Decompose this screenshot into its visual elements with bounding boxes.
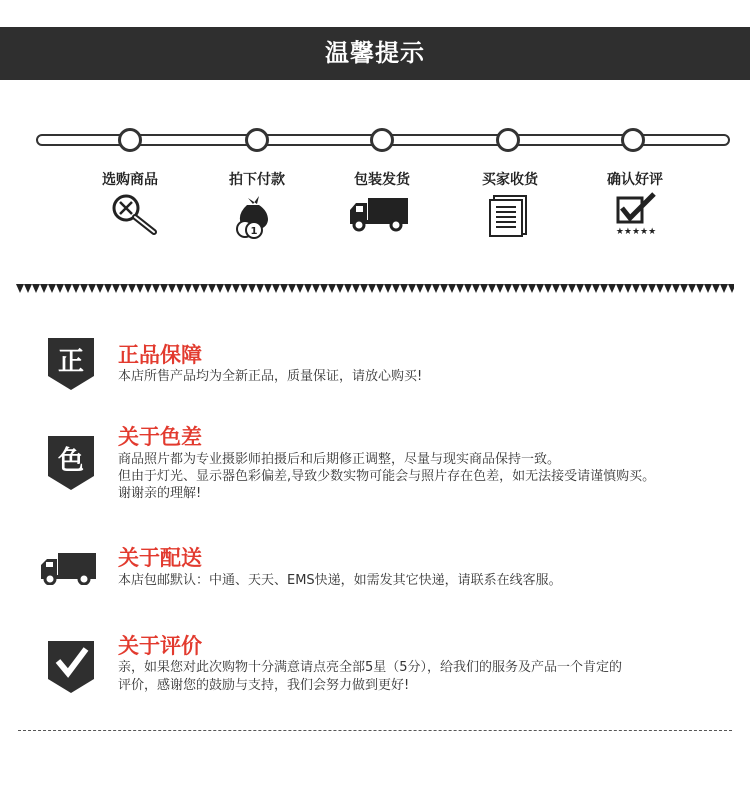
- svg-text:★★★★★: ★★★★★: [615, 227, 657, 237]
- step-label-4: 买家收货: [482, 172, 538, 188]
- section-text-review-1: 亲，如果您对此次购物十分满意请点亮全部5星（5分），给我们的服务及产品一个肯定的: [118, 660, 623, 675]
- section-title-color: 关于色差: [118, 425, 202, 449]
- progress-node-4: [496, 128, 520, 152]
- delivery-truck-icon: [40, 553, 96, 585]
- step-label-1: 选购商品: [102, 172, 158, 188]
- section-text-delivery: 本店包邮默认：中通、天天、EMS快递，如需发其它快递，请联系在线客服。: [118, 573, 562, 588]
- section-title-review: 关于评价: [118, 634, 202, 658]
- checkbox-stars-icon: [610, 192, 662, 238]
- zigzag-divider: [16, 284, 734, 294]
- section-text-review-2: 评价，感谢您的鼓励与支持，我们会努力做到更好!: [118, 678, 410, 693]
- bottom-divider: [18, 730, 732, 731]
- section-text-color-1: 商品照片都为专业摄影师拍摄后和后期修正调整，尽量与现实商品保持一致。: [118, 452, 561, 467]
- section-text-genuine: 本店所售产品均为全新正品，质量保证，请放心购买!: [118, 369, 423, 384]
- step-label-2: 拍下付款: [229, 172, 285, 188]
- step-label-5: 确认好评: [607, 172, 663, 188]
- section-title-delivery: 关于配送: [118, 546, 202, 570]
- step-label-3: 包装发货: [354, 172, 410, 188]
- receipt-icon: [488, 192, 530, 238]
- section-text-color-2: 但由于灯光、显示器色彩偏差,导致少数实物可能会与照片存在色差，如无法接受请谨慎购买。: [118, 469, 656, 484]
- progress-node-2: [245, 128, 269, 152]
- truck-icon: [348, 192, 410, 234]
- badge-genuine-text: 正: [57, 347, 84, 377]
- money-bag-icon: [233, 192, 273, 240]
- badge-color-text: 色: [57, 446, 84, 476]
- progress-node-5: [621, 128, 645, 152]
- section-text-color-3: 谢谢亲的理解!: [118, 486, 202, 501]
- svg-text:1: 1: [250, 226, 258, 237]
- progress-node-1: [118, 128, 142, 152]
- page-title: 温馨提示: [0, 27, 750, 80]
- badge-review-icon: [48, 641, 94, 693]
- section-title-genuine: 正品保障: [118, 343, 202, 367]
- progress-node-3: [370, 128, 394, 152]
- magnifier-icon: [110, 192, 160, 236]
